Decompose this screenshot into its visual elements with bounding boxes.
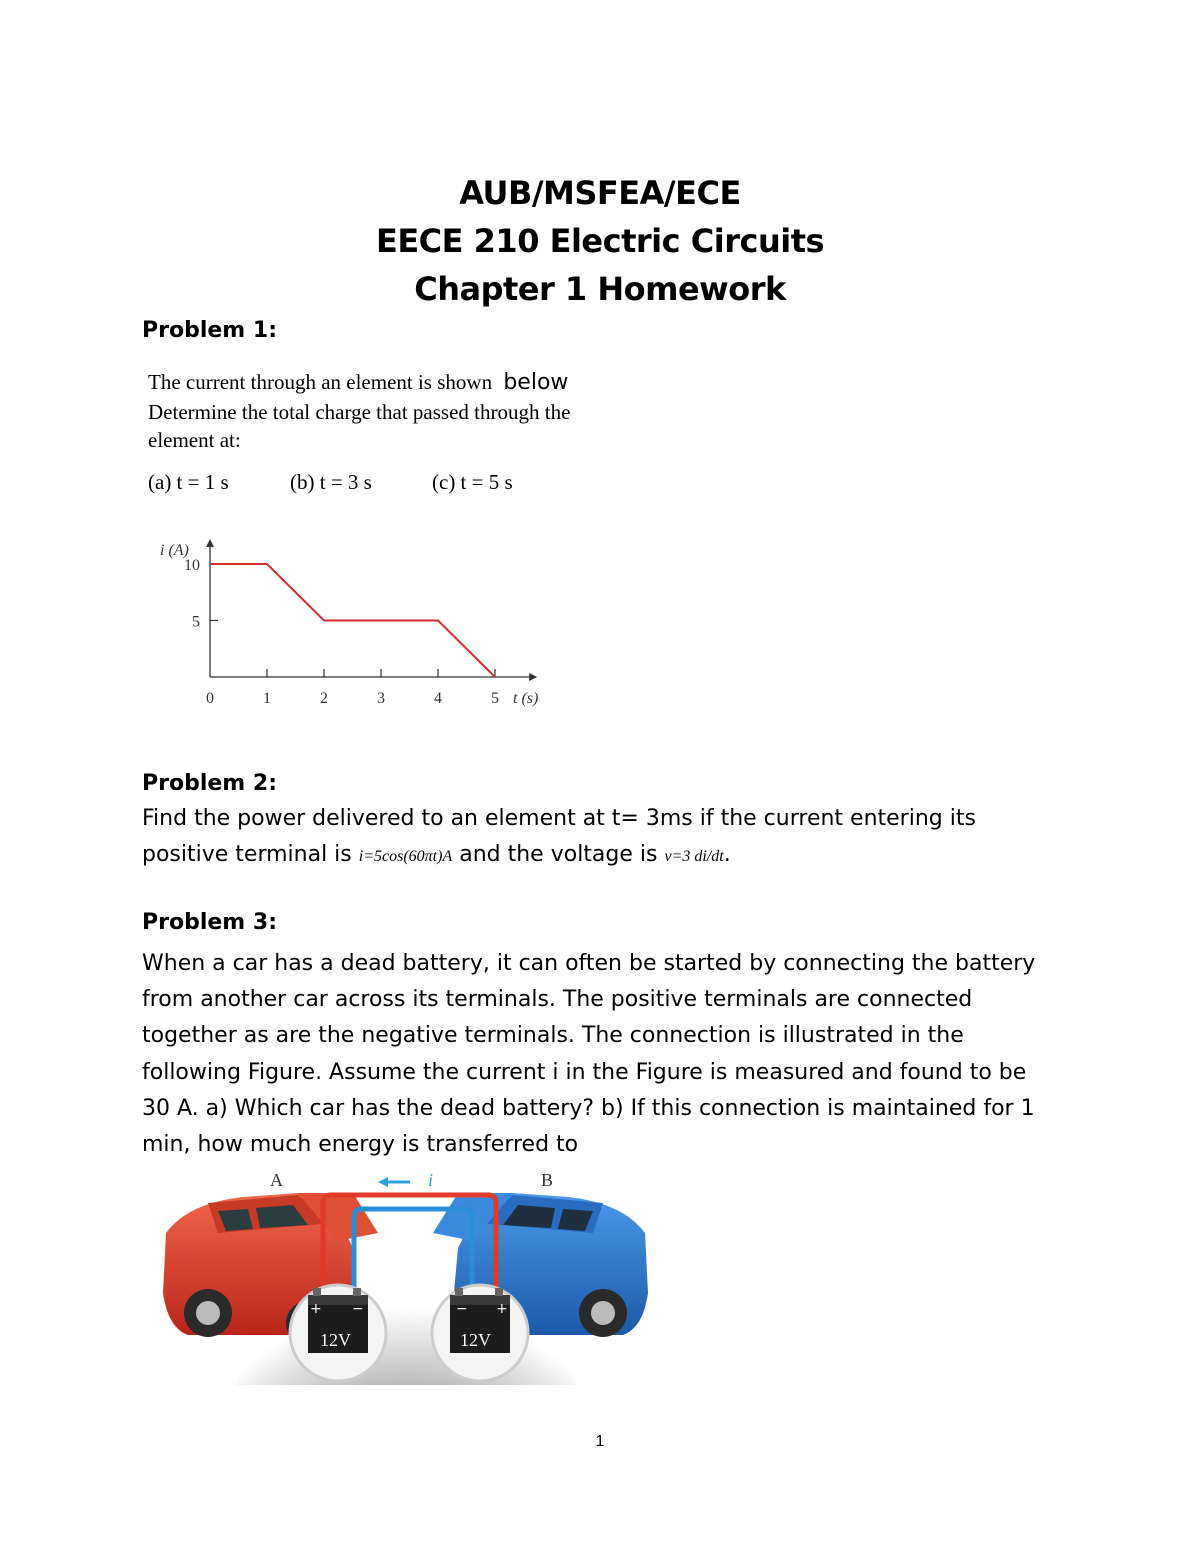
x-axis-label: t (s) — [513, 690, 539, 707]
problem3-heading: Problem 3: — [142, 910, 277, 935]
chart-labels — [160, 542, 538, 707]
x-tick-label: 3 — [377, 690, 385, 707]
car-a-label: A — [270, 1170, 283, 1190]
y-axis-label: i (A) — [160, 542, 189, 560]
problem2-heading: Problem 2: — [142, 771, 277, 796]
battery-right — [432, 1285, 528, 1381]
problem3-line: together as are the negative terminals. The connection is illustrated in the — [142, 1023, 964, 1049]
problem2-line2-prefix: positive terminal is — [142, 842, 352, 867]
voltage-expression: v=3 di/dt — [664, 848, 724, 865]
battery-left-label: 12V — [320, 1330, 351, 1350]
y-axis-arrow — [206, 539, 214, 547]
y-tick-label: 10 — [184, 557, 200, 574]
problem1-part-c: (c) t = 5 s — [432, 470, 513, 494]
x-tick-label: 0 — [206, 690, 214, 707]
problem3-line: 30 A. a) Which car has the dead battery? b) If this connection is maintained for 1 — [142, 1095, 1035, 1121]
problem2-line1: Find the power delivered to an element at t= 3ms if the current entering its — [142, 806, 976, 831]
header-line-1: AUB/MSFEA/ECE — [459, 174, 741, 212]
current-chart — [140, 520, 570, 720]
problem1-part-b: (b) t = 3 s — [290, 470, 372, 494]
x-tick-label: 4 — [434, 690, 442, 707]
current-expression: i=5cos(60πt)A — [358, 848, 453, 865]
x-tick-label: 2 — [320, 690, 328, 707]
problem3-line: When a car has a dead battery, it can often be started by connecting the battery — [142, 951, 1036, 976]
problem1-statement-line1 — [148, 370, 568, 395]
problem2-line2-end: . — [723, 842, 731, 867]
battery-left-plus: + — [310, 1301, 322, 1317]
battery-right-minus: − — [456, 1301, 468, 1317]
problem1-heading: Problem 1: — [142, 318, 277, 343]
y-tick-label: 5 — [192, 613, 200, 631]
battery-right-plus: + — [496, 1301, 508, 1317]
chart-axes — [206, 539, 537, 681]
chart-series — [210, 564, 495, 677]
problem3-text — [142, 946, 1062, 1163]
problem2-line2-middle: and the voltage is — [459, 842, 658, 867]
problem3-line: following Figure. Assume the current i in the Figure is measured and found to be — [142, 1059, 1027, 1085]
battery-right-label: 12V — [460, 1330, 491, 1350]
header-line-2: EECE 210 Electric Circuits — [375, 222, 825, 260]
problem1-statement-tail: below — [503, 370, 569, 395]
problem3-line: from another car across its terminals. The positive terminals are connected — [142, 987, 973, 1013]
header-line-3: Chapter 1 Homework — [414, 270, 786, 308]
problem3-line: min, how much energy is transferred to — [142, 1132, 579, 1158]
problem1-part-a: (a) t = 1 s — [148, 470, 229, 494]
problem1-statement-text: The current through an element is shown — [148, 370, 493, 394]
problem1-statement-line3: element at: — [148, 428, 241, 452]
current-series-line — [210, 564, 495, 677]
current-label: i — [428, 1170, 434, 1190]
x-tick-label: 1 — [263, 690, 271, 707]
page-number: 1 — [595, 1433, 605, 1450]
car-b-label: B — [541, 1170, 554, 1190]
problem2-line2 — [142, 837, 1062, 875]
problem1-statement-line2: Determine the total charge that passed through the — [148, 400, 571, 424]
battery-left — [290, 1285, 386, 1381]
x-axis-arrow — [529, 673, 537, 681]
battery-left-minus: − — [352, 1301, 364, 1317]
jump-start-figure — [148, 1163, 663, 1385]
x-tick-label: 5 — [491, 690, 499, 707]
